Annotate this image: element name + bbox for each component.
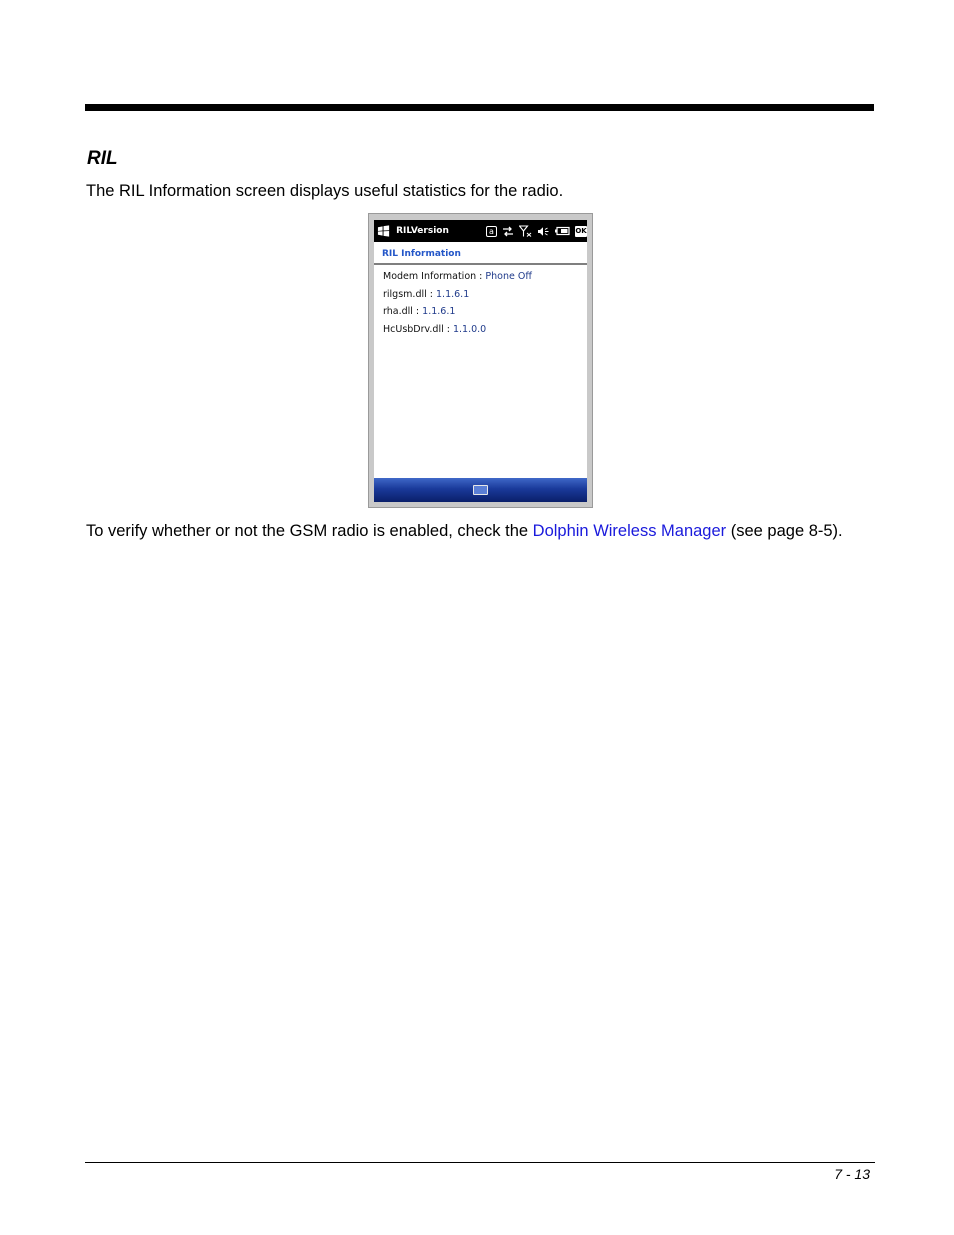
page-number: 7 - 13 (834, 1166, 870, 1182)
info-value: 1.1.6.1 (436, 288, 470, 300)
info-value: 1.1.0.0 (452, 323, 487, 335)
device-screenshot (368, 213, 593, 508)
screen-header: RIL Information (382, 249, 461, 259)
keyboard-icon[interactable] (473, 485, 488, 495)
info-row-hcusbdrv (383, 324, 532, 342)
device-titlebar (374, 220, 587, 242)
info-row-rha (383, 306, 532, 324)
speaker-icon[interactable] (537, 226, 550, 237)
info-label: rha.dll : (383, 306, 423, 317)
top-rule (85, 104, 874, 111)
ok-button[interactable]: OK (575, 227, 587, 235)
connectivity-arrows-icon[interactable] (502, 226, 514, 237)
app-title: RILVersion (396, 226, 449, 236)
windows-start-icon[interactable] (377, 225, 390, 237)
verify-paragraph (86, 522, 843, 541)
no-signal-icon[interactable] (519, 225, 532, 237)
footer-rule (85, 1162, 875, 1163)
info-row-modem (383, 271, 532, 289)
info-label: Modem Information : (383, 271, 486, 282)
info-list (383, 271, 532, 341)
info-row-rilgsm (383, 289, 532, 307)
dolphin-wireless-manager-link[interactable]: Dolphin Wireless Manager (532, 522, 727, 540)
section-title: RIL (87, 148, 118, 169)
intro-paragraph: The RIL Information screen displays useful statistics for the radio. (86, 182, 564, 200)
verify-text-suffix: (see page 8-5). (726, 522, 843, 540)
info-label: HcUsbDrv.dll : (383, 323, 453, 335)
info-value: Phone Off (485, 271, 532, 282)
verify-text-prefix: To verify whether or not the GSM radio is enabled, check the (86, 522, 533, 540)
info-value: 1.1.6.1 (422, 306, 456, 317)
at-icon[interactable]: a (486, 226, 497, 237)
device-taskbar (374, 478, 587, 502)
status-icons (486, 225, 587, 237)
info-label: rilgsm.dll : (383, 288, 436, 300)
screen-header-divider (374, 263, 587, 265)
device-screen (374, 220, 587, 502)
battery-icon[interactable] (555, 226, 570, 236)
